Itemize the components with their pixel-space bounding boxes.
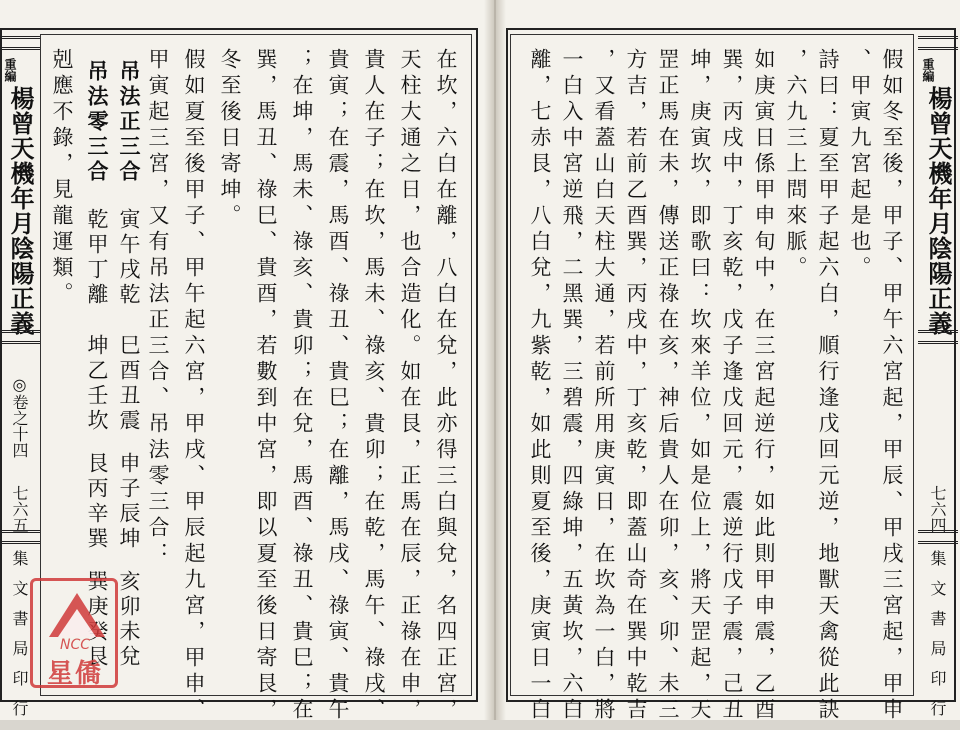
text-column: 天柱大通之日，也合造化。如在艮，正馬在辰，正祿在申， <box>398 48 422 724</box>
book-title: 楊曾天機年月陰陽正義 <box>6 86 35 336</box>
book-gutter <box>484 0 506 720</box>
text-column: 如庚寅日係甲申旬中，在三宮起逆行，如此則甲申震，乙酉 <box>752 48 776 724</box>
text-column: 冬至後日寄坤。 <box>218 48 242 230</box>
lower-ornament <box>0 530 40 544</box>
fa-zheng-item: 寅午戌乾 <box>117 208 141 308</box>
top-ornament <box>918 36 958 50</box>
stamp-triangle-inner <box>58 609 96 637</box>
text-column: 貴寅；在震，馬酉、祿丑、貴巳；在離，馬戌、祿寅、貴午 <box>326 48 350 724</box>
fa-ling-item: 艮丙辛巽 <box>85 452 109 552</box>
right-margin-column <box>918 30 958 730</box>
text-column: 方吉，若前乙酉巽，丙戌中，丁亥乾，即蓋山奇在巽中乾吉 <box>624 48 648 724</box>
stamp-brand: NCC <box>59 637 91 653</box>
series-mark: 重編 <box>3 58 17 82</box>
text-column: 罡正馬在未，傳送正祿在亥，神后貴人在卯，亥、卯、未三 <box>656 48 680 724</box>
fa-ling-item: 巽庚癸艮 <box>85 570 109 670</box>
lower-ornament <box>918 530 958 544</box>
publisher: 集文書局印行 <box>10 550 29 730</box>
publisher: 集文書局印行 <box>928 550 947 730</box>
watermark-stamp <box>30 578 118 688</box>
page-number: 七六五 <box>10 485 29 533</box>
fa-zheng-item: 巳酉丑震 <box>117 334 141 434</box>
text-column: 甲寅起三宮，又有吊法正三合、吊法零三合： <box>146 48 170 568</box>
mid-ornament <box>0 330 40 344</box>
page-number: 七六四 <box>928 485 947 533</box>
text-column: 巽，馬丑、祿巳、貴酉，若數到中宮，即以夏至後日寄艮， <box>254 48 278 724</box>
stamp-name: 星僑 <box>46 659 103 689</box>
text-column: 假如夏至後甲子、甲午起六宮，甲戌、甲辰起九宮，甲申、 <box>182 48 206 724</box>
fa-zheng-item: 亥卯未兌 <box>117 570 141 670</box>
book-title: 楊曾天機年月陰陽正義 <box>924 86 953 336</box>
closing-column: 剋應不錄，見龍運類。 <box>50 48 74 308</box>
mid-ornament <box>918 330 958 344</box>
volume-label: ◎卷之十四 <box>10 375 29 458</box>
text-column: 坤，庚寅坎，即歌曰：坎來羊位，如是位上，將天罡起，天 <box>688 48 712 724</box>
text-column: 巽，丙戌中，丁亥乾，戊子逢戊回元，震逆行戊子震，己丑 <box>720 48 744 724</box>
fa-ling-item: 乾甲丁離 <box>85 208 109 308</box>
right-page <box>506 0 960 730</box>
top-ornament <box>0 36 40 50</box>
text-column: 詩曰：夏至甲子起六白，順行逢戊回元逆，地獸天禽從此訣 <box>816 48 840 724</box>
text-column: 離，七赤艮，八白兌，九紫乾，如此則夏至後，庚寅日一白 <box>528 48 552 724</box>
text-column: ，六九三上問來脈。 <box>784 48 808 282</box>
text-column: 、甲寅九宮起是也。 <box>848 48 872 282</box>
series-mark: 重編 <box>921 58 935 82</box>
fa-ling-label: 吊法零三合 <box>85 60 110 185</box>
fa-zheng-label: 吊法正三合 <box>117 60 142 185</box>
fa-ling-item: 坤乙壬坎 <box>85 334 109 434</box>
text-column: 一白入中宮逆飛，二黑巽，三碧震，四綠坤，五黃坎，六白 <box>560 48 584 724</box>
text-column: ，又看蓋山白天柱大通，若前所用庚寅日，在坎為一白，將 <box>592 48 616 724</box>
text-column: 假如冬至後，甲子、甲午六宮起，甲辰、甲戌三宮起，甲申 <box>880 48 904 724</box>
fa-zheng-item: 申子辰坤 <box>117 452 141 552</box>
text-column: 貴人在子；在坎，馬未、祿亥、貴卯；在乾，馬午、祿戌、 <box>362 48 386 724</box>
text-column: 在坎，六白在離，八白在兌，此亦得三白與兌，名四正宮， <box>434 48 458 724</box>
text-column: ；在坤，馬未、祿亥、貴卯；在兌，馬酉、祿丑、貴巳；在 <box>290 48 314 724</box>
